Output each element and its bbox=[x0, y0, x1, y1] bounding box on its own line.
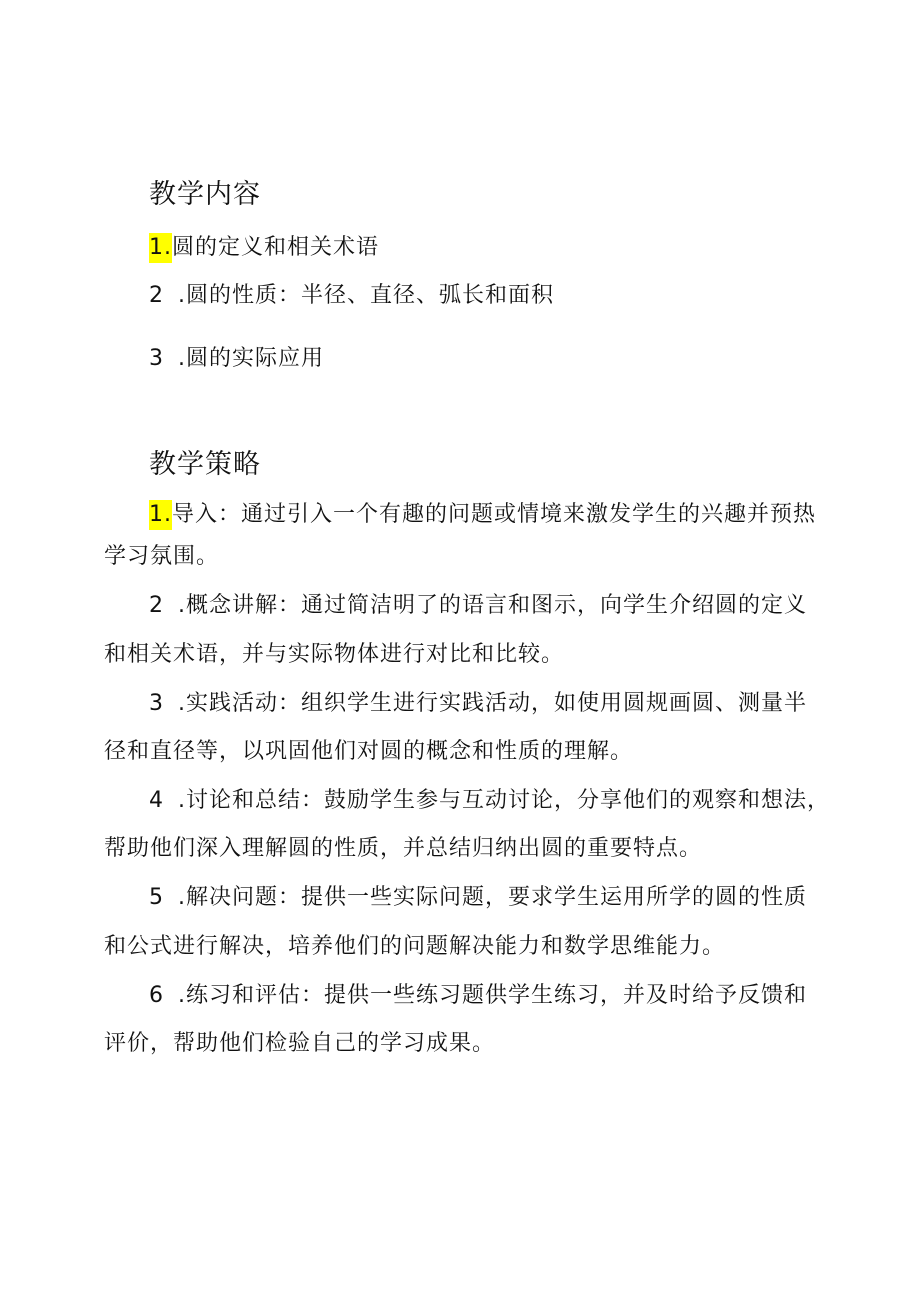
item-number: 3 bbox=[149, 346, 164, 371]
strategy-item-1-line2: 学习氛围。 bbox=[104, 544, 220, 569]
strategy-item-4-line2: 帮助他们深入理解圆的性质，并总结归纳出圆的重要特点。 bbox=[104, 836, 703, 861]
item-text: .概念讲解：通过简洁明了的语言和图示，向学生介绍圆的定义 bbox=[178, 593, 807, 618]
item-number: 6 bbox=[149, 983, 164, 1008]
item-text: .实践活动：组织学生进行实践活动，如使用圆规画圆、测量半 bbox=[178, 691, 807, 716]
item-text: .圆的性质：半径、直径、弧长和面积 bbox=[178, 283, 554, 308]
strategy-item-2-line1 bbox=[149, 591, 807, 621]
item-text: .解决问题：提供一些实际问题，要求学生运用所学的圆的性质 bbox=[178, 885, 807, 910]
item-text: .圆的实际应用 bbox=[178, 346, 324, 371]
item-text: .练习和评估：提供一些练习题供学生练习，并及时给予反馈和 bbox=[178, 983, 807, 1008]
item-number: 4 bbox=[149, 788, 164, 813]
strategy-item-3-line1 bbox=[149, 689, 807, 719]
strategy-item-6-line2: 评价，帮助他们检验自己的学习成果。 bbox=[104, 1031, 496, 1056]
strategy-item-6-line1 bbox=[149, 981, 807, 1011]
item-number-highlighted: 1. bbox=[149, 233, 172, 263]
section-heading-content: 教学内容 bbox=[149, 179, 261, 210]
strategy-item-5-line1 bbox=[149, 883, 807, 913]
item-number: 2 bbox=[149, 283, 164, 308]
content-item-1 bbox=[149, 233, 379, 263]
item-text: 圆的定义和相关术语 bbox=[172, 235, 380, 260]
item-text: 导入：通过引入一个有趣的问题或情境来激发学生的兴趣并预热 bbox=[172, 502, 817, 527]
item-number: 5 bbox=[149, 885, 164, 910]
section-heading-strategy: 教学策略 bbox=[149, 449, 261, 480]
item-number: 3 bbox=[149, 691, 164, 716]
item-text: .讨论和总结：鼓励学生参与互动讨论，分享他们的观察和想法， bbox=[178, 788, 830, 813]
strategy-item-5-line2: 和公式进行解决，培养他们的问题解决能力和数学思维能力。 bbox=[104, 934, 726, 959]
item-number-highlighted: 1. bbox=[149, 500, 172, 530]
content-item-3 bbox=[149, 344, 324, 374]
strategy-item-1-line1 bbox=[149, 500, 816, 530]
item-number: 2 bbox=[149, 593, 164, 618]
strategy-item-4-line1 bbox=[149, 786, 830, 816]
strategy-item-3-line2: 径和直径等，以巩固他们对圆的概念和性质的理解。 bbox=[104, 739, 634, 764]
content-item-2 bbox=[149, 281, 554, 311]
strategy-item-2-line2: 和相关术语，并与实际物体进行对比和比较。 bbox=[104, 642, 565, 667]
